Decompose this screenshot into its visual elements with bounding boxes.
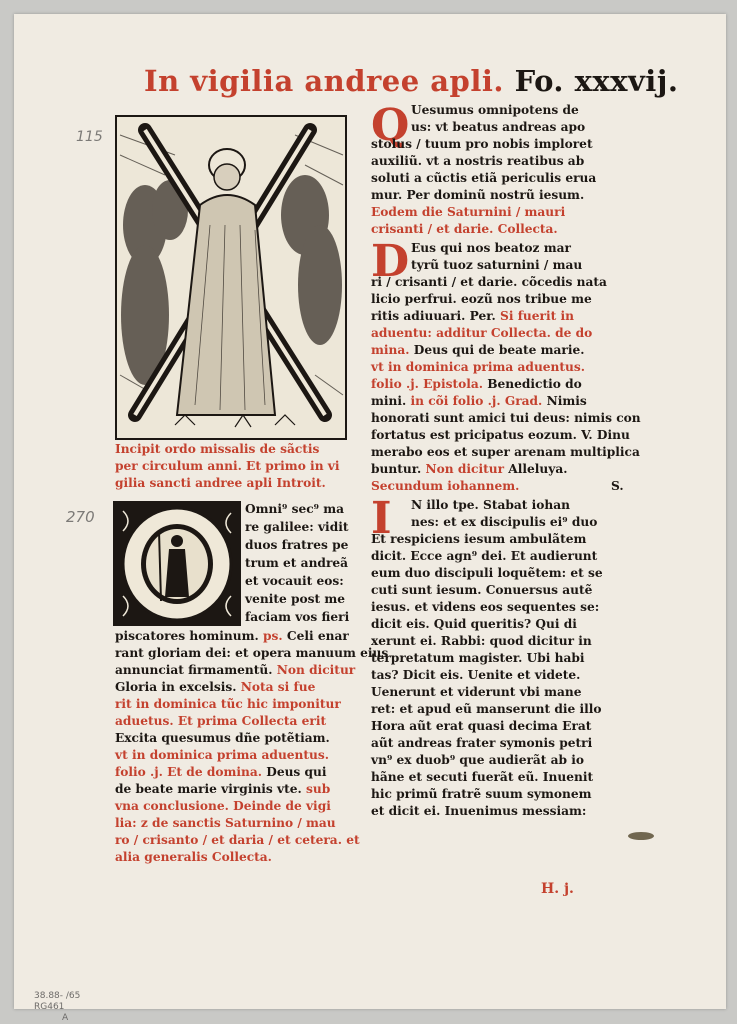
text-line: dicit. Ecce agn⁹ dei. Et audierunt xyxy=(371,549,598,563)
pencil-note-270: 270 xyxy=(66,508,95,526)
rubric-line: ro / crisanto / et daria / et cetera. et xyxy=(115,833,360,847)
text-line: Omni⁹ sec⁹ ma xyxy=(245,502,344,516)
gospel-marker: S. xyxy=(611,479,624,493)
text-line: merabo eos et super arenam multiplica xyxy=(371,445,640,459)
text-line: N illo tpe. Stabat iohan xyxy=(411,498,571,512)
rubric-line: Secundum iohannem. xyxy=(371,479,520,493)
text-line: Excita quesumus dñe potẽtiam. xyxy=(115,731,330,745)
text-line: venite post me xyxy=(245,592,345,606)
drop-cap-i: I xyxy=(371,493,392,544)
woodcut-illustration xyxy=(115,115,347,440)
pencil-note-115: 115 xyxy=(76,129,103,145)
text-line: mina. Deus qui de beate marie. xyxy=(371,343,585,357)
text-line: trum et andreã xyxy=(245,556,349,570)
text-line: mur. Per dominũ nostrũ iesum. xyxy=(371,188,585,202)
text-line: faciam vos fieri xyxy=(245,610,350,624)
text-line: honorati sunt amici tui deus: nimis con xyxy=(371,411,641,425)
text-line: ri / crisanti / et darie. cõcedis nata xyxy=(371,275,607,289)
text-line: fortatus est pricipatus eozum. V. Dinu xyxy=(371,428,630,442)
rubric-line: per circulum anni. Et primo in vi xyxy=(115,459,340,473)
text-line: hic primũ fratrẽ suum symonem xyxy=(371,787,592,801)
text-line: Hora aũt erat quasi decima Erat xyxy=(371,719,592,733)
text-line: xerunt ei. Rabbi: quod dicitur in xyxy=(371,634,592,648)
signature-mark: H. j. xyxy=(541,881,574,897)
decorated-initial-o xyxy=(113,501,241,626)
rubric-line: Eodem die Saturnini / mauri xyxy=(371,205,566,219)
text-line: mini. in cõi folio .j. Grad. Nimis xyxy=(371,394,587,408)
rubric-line: alia generalis Collecta. xyxy=(115,850,272,864)
text-line: ret: et apud eũ manserunt die illo xyxy=(371,702,602,716)
text-line: hãne et secuti fuerãt eũ. Inuenit xyxy=(371,770,594,784)
accession-number: 38.88- /65 RG461 A xyxy=(34,991,81,1023)
header-title: In vigilia andree apli. xyxy=(144,64,504,98)
text-line: stolus / tuum pro nobis imploret xyxy=(371,137,593,151)
text-line: terpretatum magister. Ubi habi xyxy=(371,651,585,665)
text-line: us: vt beatus andreas apo xyxy=(411,120,586,134)
text-line: soluti a cũctis etiã periculis erua xyxy=(371,171,597,185)
text-line: folio .j. Et de domina. Deus qui xyxy=(115,765,327,779)
text-line: Eus qui nos beatoz mar xyxy=(411,241,571,255)
rubric-line: rit in dominica tũc hic imponitur xyxy=(115,697,341,711)
text-line: et vocauit eos: xyxy=(245,574,344,588)
text-line: re galilee: vidit xyxy=(245,520,349,534)
text-line: dicit eis. Quid queritis? Qui di xyxy=(371,617,577,631)
text-line: folio .j. Epistola. Benedictio do xyxy=(371,377,582,391)
drop-cap-q: Q xyxy=(371,100,410,151)
rubric-line: crisanti / et darie. Collecta. xyxy=(371,222,558,236)
ink-stain xyxy=(626,830,656,842)
folio-number: Fo. xxxvij. xyxy=(514,64,679,98)
text-line: ritis adiuuari. Per. Si fuerit in xyxy=(371,309,574,323)
text-line: Uesumus omnipotens de xyxy=(411,103,579,117)
rubric-line: aduentu: additur Collecta. de do xyxy=(371,326,593,340)
text-line: tas? Dicit eis. Uenite et videte. xyxy=(371,668,581,682)
text-line: auxiliũ. vt a nostris reatibus ab xyxy=(371,154,585,168)
text-line: de beate marie virginis vte. sub xyxy=(115,782,331,796)
text-line: et dicit ei. Inuenimus messiam: xyxy=(371,804,587,818)
text-line: nes: et ex discipulis ei⁹ duo xyxy=(411,515,598,529)
rubric-line: vt in dominica prima aduentus. xyxy=(371,360,586,374)
text-line: iesus. et videns eos sequentes se: xyxy=(371,600,600,614)
text-line: vn⁹ ex duob⁹ que audierãt ab io xyxy=(371,753,585,767)
text-line: Et respiciens iesum ambulãtem xyxy=(371,532,587,546)
rubric-line: lia: z de sanctis Saturnino / mau xyxy=(115,816,336,830)
text-line: Uenerunt et viderunt vbi mane xyxy=(371,685,582,699)
page-sheet xyxy=(14,14,726,1023)
rubric-line: aduetus. Et prima Collecta erit xyxy=(115,714,327,728)
text-line: annunciat firmamentũ. Non dicitur xyxy=(115,663,356,677)
drop-cap-d: D xyxy=(371,236,410,287)
rubric-line: gilia sancti andree apli Introit. xyxy=(115,476,326,490)
text-line: duos fratres pe xyxy=(245,538,349,552)
text-line: buntur. Non dicitur Alleluya. xyxy=(371,462,568,476)
text-line: rant gloriam dei: et opera manuum eius xyxy=(115,646,389,660)
text-line: tyrũ tuoz saturnini / mau xyxy=(411,258,583,272)
rubric-line: vna conclusione. Deinde de vigi xyxy=(115,799,331,813)
text-line: licio perfrui. eozũ nos tribue me xyxy=(371,292,592,306)
text-line: piscatores hominum. ps. Celi enar xyxy=(115,629,349,643)
text-line: eum duo discipuli loquẽtem: et se xyxy=(371,566,603,580)
rubric-line: Incipit ordo missalis de sãctis xyxy=(115,442,320,456)
rubric-line: vt in dominica prima aduentus. xyxy=(115,748,330,762)
text-line: Gloria in excelsis. Nota si fue xyxy=(115,680,316,694)
text-line: cuti sunt iesum. Conuersus autẽ xyxy=(371,583,593,597)
text-line: aũt andreas frater symonis petri xyxy=(371,736,593,750)
